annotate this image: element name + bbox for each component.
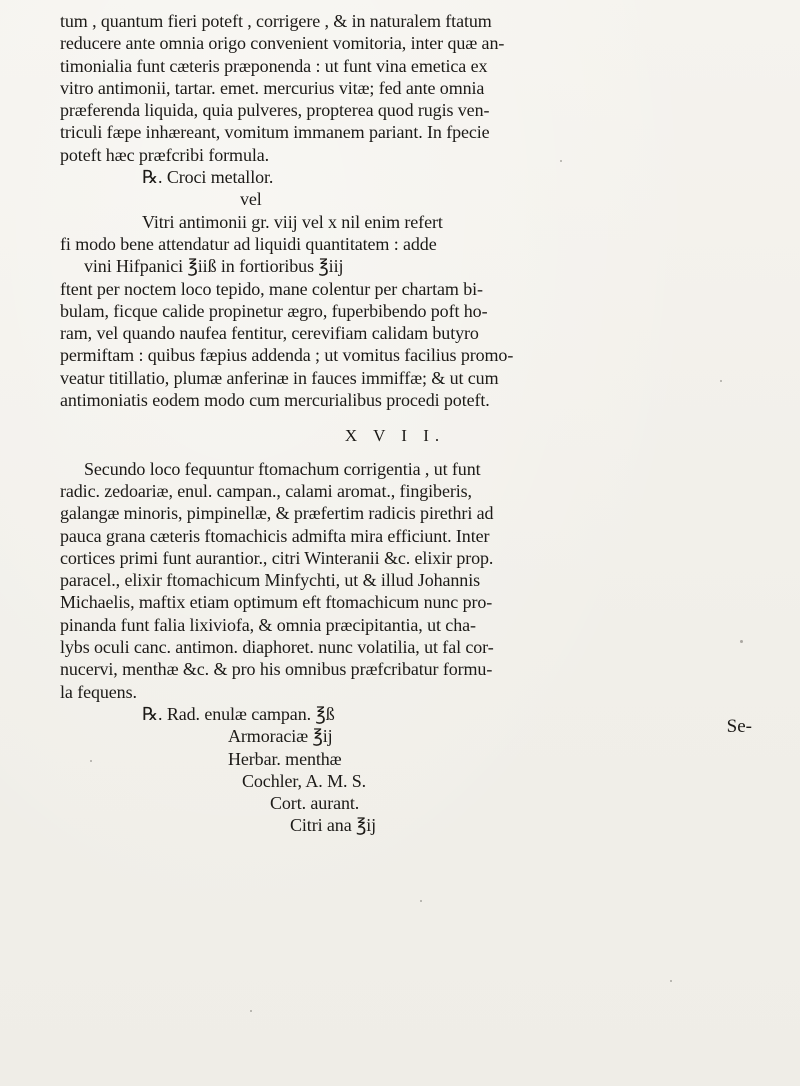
text-line: ℞. Rad. enulæ campan. ℥ß xyxy=(142,703,335,724)
text-block xyxy=(60,10,770,837)
text-line: Vitri antimonii gr. viij vel x nil enim refert xyxy=(142,211,443,232)
text-line: galangæ minoris, pimpinellæ, & præfertim radicis pirethri ad xyxy=(60,503,494,524)
catchword: Se- xyxy=(726,716,752,737)
text-line: lybs oculi canc. antimon. diaphoret. nunc volatilia, ut fal cor- xyxy=(60,637,494,658)
paper-speck xyxy=(560,160,562,162)
text-line: Citri ana ℥ij xyxy=(290,815,377,836)
paragraph-top xyxy=(60,10,770,411)
text-line: ram, vel quando naufea fentitur, cerevifiam calidam butyro xyxy=(60,323,479,344)
paper-speck xyxy=(90,760,92,762)
text-line: triculi fæpe inhæreant, vomitum immanem pariant. In fpecie xyxy=(60,122,490,143)
paper-speck xyxy=(720,380,722,382)
text-line: fi modo bene attendatur ad liquidi quantitatem : adde xyxy=(60,233,437,254)
section-heading: X V I I. xyxy=(344,426,446,446)
paper-speck xyxy=(250,1010,252,1012)
paper-speck xyxy=(670,980,672,982)
text-line: cortices primi funt aurantior., citri Winteranii &c. elixir prop. xyxy=(60,547,494,568)
text-line: poteft hæc præfcribi formula. xyxy=(60,144,270,165)
text-line: Michaelis, maftix etiam optimum eft ftomachicum nunc pro- xyxy=(60,592,493,613)
text-line: ftent per noctem loco tepido, mane colentur per chartam bi- xyxy=(60,278,483,299)
text-line: vitro antimonii, tartar. emet. mercurius vitæ; fed ante omnia xyxy=(60,77,485,98)
text-line: Armoraciæ ℥ij xyxy=(228,726,333,747)
paragraph-section-17 xyxy=(60,458,770,837)
text-line: veatur titillatio, plumæ anferinæ in fauces immiffæ; & ut cum xyxy=(60,367,499,388)
text-line: pauca grana cæteris ftomachicis admifta mira efficiunt. Inter xyxy=(60,525,490,546)
paper-speck xyxy=(740,640,743,643)
text-line: paracel., elixir ftomachicum Minfychti, ut & illud Johannis xyxy=(60,570,481,591)
text-line: nucervi, menthæ &c. & pro his omnibus præfcribatur formu- xyxy=(60,659,493,680)
text-line: timonialia funt cæteris præponenda : ut funt vina emetica ex xyxy=(60,55,488,76)
text-line: Secundo loco fequuntur ftomachum corrigentia , ut funt xyxy=(84,458,481,479)
paper-speck xyxy=(130,40,132,42)
paper-speck xyxy=(420,900,422,902)
text-line: pinanda funt falia lixiviofa, & omnia præcipitantia, ut cha- xyxy=(60,614,476,635)
text-line: Cort. aurant. xyxy=(270,793,360,814)
text-line: radic. zedoariæ, enul. campan., calami aromat., fingiberis, xyxy=(60,480,472,501)
text-line: antimoniatis eodem modo cum mercurialibus procedi poteft. xyxy=(60,390,490,411)
text-line: la fequens. xyxy=(60,681,137,702)
text-line: tum , quantum fieri poteft , corrigere , & in naturalem ftatum xyxy=(60,11,492,31)
text-line: vini Hifpanici ℥iiß in fortioribus ℥iij xyxy=(84,256,344,277)
text-line: Cochler, A. M. S. xyxy=(242,770,367,791)
text-line: præferenda liquida, quia pulveres, propterea quod rugis ven- xyxy=(60,100,490,121)
text-line: ℞. Croci metallor. xyxy=(142,167,274,188)
text-line: reducere ante omnia origo convenient vomitoria, inter quæ an- xyxy=(60,33,505,54)
text-line: vel xyxy=(240,189,262,210)
text-line: permiftam : quibus fæpius addenda ; ut vomitus facilius promo- xyxy=(60,345,514,366)
text-line: bulam, ficque calide propinetur ægro, fuperbibendo poft ho- xyxy=(60,300,488,321)
text-line: Herbar. menthæ xyxy=(228,748,342,769)
